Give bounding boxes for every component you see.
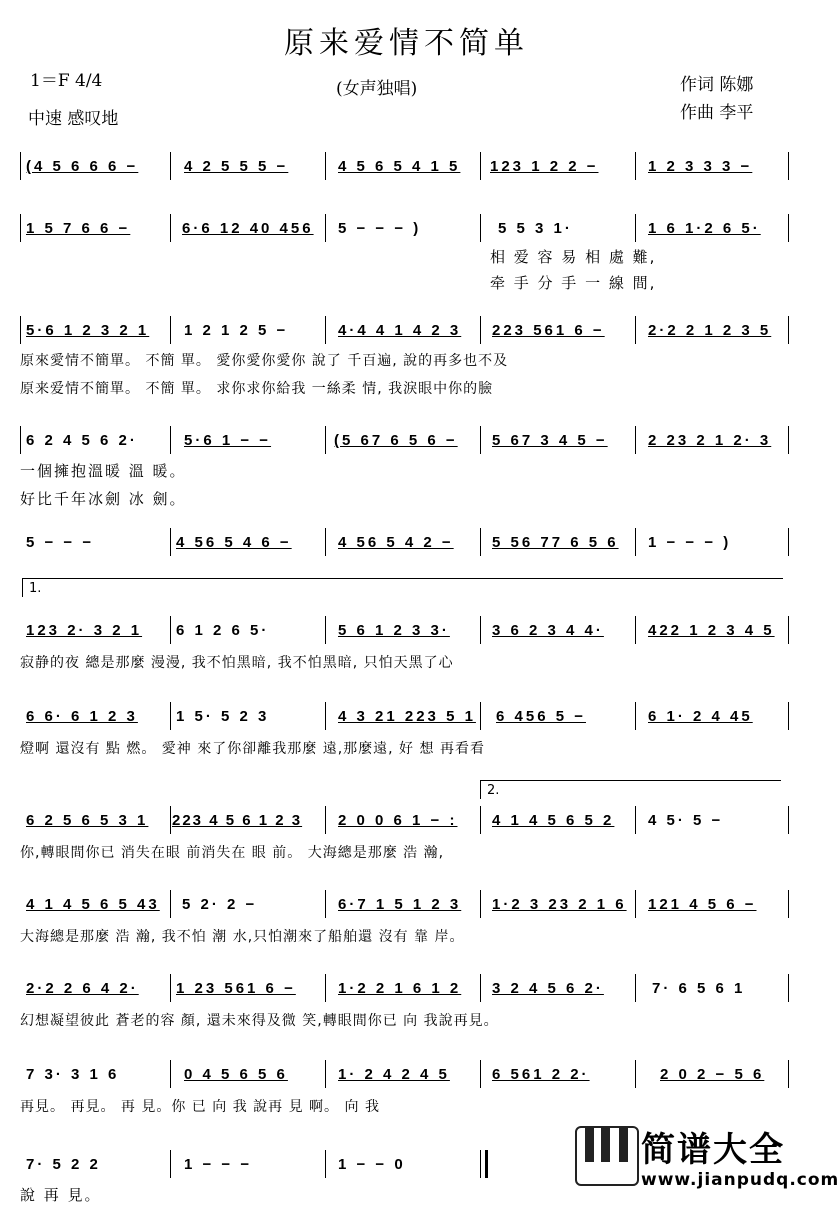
lyric-line: 牵 手 分 手 一 線 間, bbox=[490, 274, 657, 292]
bar-7-0: 6 2 5 6 5 3 1 bbox=[26, 812, 149, 829]
bar-1-3: 5 5 3 1· bbox=[498, 220, 573, 237]
bar-3-2: (5 67 6 5 6 − bbox=[334, 432, 458, 449]
bar-10-1: 0 4 5 6 5 6 bbox=[184, 1066, 288, 1083]
bar-4-0: 5 − − − bbox=[26, 534, 95, 551]
bar-9-4: 7· 6 5 6 1 bbox=[652, 980, 746, 997]
bar-9-1: 1 23 561 6 − bbox=[176, 980, 296, 997]
bar-2-4: 2·2 2 1 2 3 5 bbox=[648, 322, 772, 339]
bar-1-1: 6·6 12 40 456 bbox=[182, 220, 314, 237]
bar-11-1: 1 − − − bbox=[184, 1156, 253, 1173]
bar-9-0: 2·2 2 6 4 2· bbox=[26, 980, 139, 997]
bar-0-2: 4 5 6 5 4 1 5 bbox=[338, 158, 461, 175]
lyric-line: 原来爱情不簡單。 不簡 單。 求你求你給我 一絲柔 情, 我淚眼中你的臉 bbox=[20, 381, 494, 397]
bar-6-1: 1 5· 5 2 3 bbox=[176, 708, 270, 725]
lyric-line: 好比千年冰劍 冰 劍。 bbox=[20, 490, 187, 508]
tempo-marking: 中速 感叹地 bbox=[28, 109, 119, 129]
bar-7-3: 4 1 4 5 6 5 2 bbox=[492, 812, 615, 829]
bar-5-0: 123 2· 3 2 1 bbox=[26, 622, 143, 639]
lyricist-credit: 作词 陈娜 bbox=[680, 75, 754, 95]
bar-10-3: 6 561 2 2· bbox=[492, 1066, 590, 1083]
lyric-line: 原來愛情不簡單。 不簡 單。 愛你愛你愛你 說了 千百遍, 說的再多也不及 bbox=[20, 353, 509, 369]
bar-11-0: 7· 5 2 2 bbox=[26, 1156, 101, 1173]
bar-6-4: 6 1· 2 4 45 bbox=[648, 708, 753, 725]
volta-1 bbox=[22, 578, 783, 597]
bar-3-4: 2 23 2 1 2· 3 bbox=[648, 432, 772, 449]
volta-2 bbox=[480, 780, 781, 799]
bar-7-1: 223 4 5 6 1 2 3 bbox=[172, 812, 303, 829]
bar-0-3: 123 1 2 2 − bbox=[490, 158, 599, 175]
bar-7-2: 2 0 0 6 1 − : bbox=[338, 812, 458, 829]
bar-8-0: 4 1 4 5 6 5 43 bbox=[26, 896, 160, 913]
lyric-line: 大海總是那麼 浩 瀚, 我不怕 潮 水,只怕潮來了船舶還 沒有 靠 岸。 bbox=[20, 929, 465, 945]
bar-1-4: 1 6 1·2 6 5· bbox=[648, 220, 761, 237]
bar-10-4: 2 0 2 − 5 6 bbox=[660, 1066, 765, 1083]
bar-8-3: 1·2 3 23 2 1 6 bbox=[492, 896, 627, 913]
bar-10-0: 7 3· 3 1 6 bbox=[26, 1066, 120, 1083]
lyric-line: 相 爱 容 易 相 處 難, bbox=[490, 248, 657, 266]
volta-1-label: 1. bbox=[29, 581, 42, 596]
bar-1-0: 1 5 7 6 6 − bbox=[26, 220, 131, 237]
bar-3-1: 5·6 1 − − bbox=[184, 432, 272, 449]
composer-credit: 作曲 李平 bbox=[680, 103, 754, 123]
bar-4-4: 1 − − − ) bbox=[648, 534, 732, 551]
lyric-line: 寂静的夜 總是那麼 漫漫, 我不怕黑暗, 我不怕黑暗, 只怕天黑了心 bbox=[20, 655, 454, 671]
lyric-line: 幻想凝望彼此 蒼老的容 顏, 還未來得及微 笑,轉眼間你已 向 我說再見。 bbox=[20, 1013, 499, 1029]
bar-9-3: 3 2 4 5 6 2· bbox=[492, 980, 604, 997]
bar-4-2: 4 56 5 4 2 − bbox=[338, 534, 454, 551]
site-logo[interactable] bbox=[575, 1122, 839, 1202]
bar-8-1: 5 2· 2 − bbox=[182, 896, 258, 913]
bar-6-2: 4 3 21 223 5 1 bbox=[338, 708, 476, 725]
bar-6-0: 6 6· 6 1 2 3 bbox=[26, 708, 138, 725]
lyric-line: 說 再 見。 bbox=[20, 1186, 102, 1204]
key-signature: 1＝F 4/4 bbox=[30, 71, 103, 91]
bar-8-4: 121 4 5 6 − bbox=[648, 896, 757, 913]
logo-url[interactable]: www.jianpudq.com bbox=[641, 1170, 839, 1190]
bar-6-3: 6 456 5 − bbox=[496, 708, 586, 725]
lyric-line: 燈啊 還沒有 點 燃。 愛神 來了你卻離我那麼 遠,那麼遠, 好 想 再看看 bbox=[20, 741, 485, 757]
bar-2-3: 223 561 6 − bbox=[492, 322, 605, 339]
lyric-line: 一個擁抱溫暖 溫 暖。 bbox=[20, 462, 187, 480]
lyric-line: 你,轉眼間你已 消失在眼 前消失在 眼 前。 大海總是那麼 浩 瀚, bbox=[20, 845, 445, 861]
bar-5-4: 422 1 2 3 4 5 bbox=[648, 622, 775, 639]
bar-3-3: 5 67 3 4 5 − bbox=[492, 432, 608, 449]
bar-8-2: 6·7 1 5 1 2 3 bbox=[338, 896, 462, 913]
song-title: 原来爱情不简单 bbox=[284, 26, 529, 61]
bar-1-2: 5 − − − ) bbox=[338, 220, 422, 237]
logo-title: 简谱大全 bbox=[641, 1130, 785, 1170]
bar-0-1: 4 2 5 5 5 − bbox=[184, 158, 289, 175]
bar-9-2: 1·2 2 1 6 1 2 bbox=[338, 980, 462, 997]
bar-3-0: 6 2 4 5 6 2· bbox=[26, 432, 138, 449]
bar-5-3: 3 6 2 3 4 4· bbox=[492, 622, 604, 639]
bar-10-2: 1· 2 4 2 4 5 bbox=[338, 1066, 450, 1083]
bar-2-2: 4·4 4 1 4 2 3 bbox=[338, 322, 462, 339]
bar-4-3: 5 56 77 6 5 6 bbox=[492, 534, 619, 551]
bar-2-0: 5·6 1 2 3 2 1 bbox=[26, 322, 150, 339]
bar-7-4: 4 5· 5 − bbox=[648, 812, 724, 829]
bar-11-2: 1 − − 0 bbox=[338, 1156, 406, 1173]
bar-4-1: 4 56 5 4 6 − bbox=[176, 534, 292, 551]
bar-0-0: (4 5 6 6 6 − bbox=[26, 158, 139, 175]
bar-5-2: 5 6 1 2 3 3· bbox=[338, 622, 450, 639]
voice-type: (女声独唱) bbox=[336, 79, 418, 99]
bar-0-4: 1 2 3 3 3 − bbox=[648, 158, 753, 175]
volta-2-label: 2. bbox=[487, 783, 500, 798]
bar-5-1: 6 1 2 6 5· bbox=[176, 622, 270, 639]
bar-2-1: 1 2 1 2 5 − bbox=[184, 322, 289, 339]
piano-icon bbox=[575, 1126, 639, 1186]
lyric-line: 再見。 再見。 再 見。你 已 向 我 說再 見 啊。 向 我 bbox=[20, 1099, 380, 1115]
